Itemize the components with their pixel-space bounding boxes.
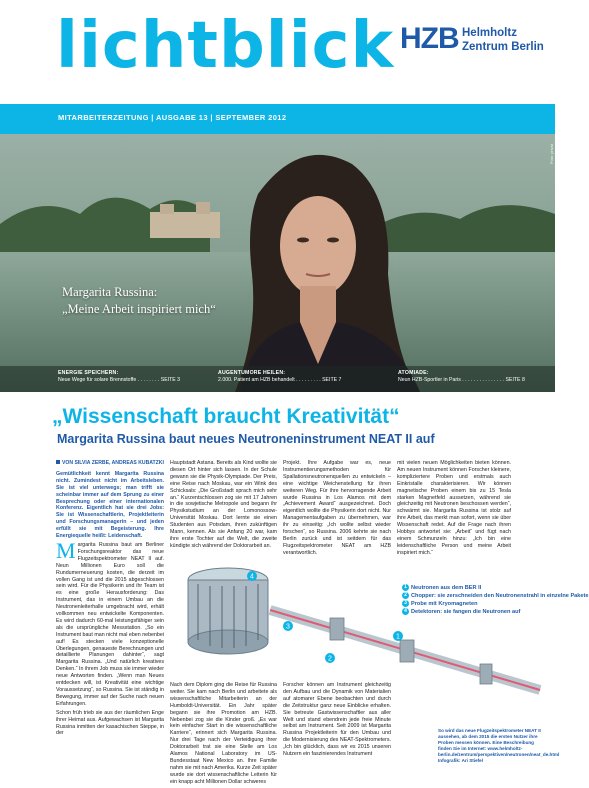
- svg-text:2: 2: [328, 655, 332, 663]
- legend-label: Chopper: sie zerschneiden den Neutronenstrahl in einzelne Pakete: [411, 593, 589, 599]
- byline: [56, 460, 164, 467]
- teaser-bar: [0, 366, 555, 392]
- legend-label: Neutronen aus dem BER II: [411, 585, 482, 591]
- byline-text: VON SILVIA ZERBE, ANDREAS KUBATZKI: [62, 460, 164, 466]
- article-lead: Gemütlichkeit kennt Margarita Russina nicht. Zumindest nicht im Arbeitsleben. Sie ist viel unterwegs; man trifft sie scheinbar immer auf dem Sprung zu einer Besprechung oder einer internationalen Konferenz. Eigentlich hat sie drei Jobs: Sie ist Wissenschaftlerin, Projektleiterin und Forschungsmanagerin – und jeden erfüllt sie mit Begeisterung. Ihre Energiequelle heißt: Leidenschaft.: [56, 470, 164, 540]
- hzb-logo-text: [462, 26, 552, 54]
- teaser-heading: AUGENTUMORE HEILEN:: [218, 370, 286, 376]
- teaser-text: Neun HZB-Sportler in Paris . . . . . . . . . . . . . . . SEITE 8: [398, 377, 525, 383]
- dropcap: M: [56, 537, 76, 563]
- legend-item: [402, 584, 522, 592]
- article-paragraph: Forscher können am Instrument gleichzeitig den Aufbau und die Dynamik von Materialien auf atomarer Ebene beobachten und durch die Zeitstruktur ganz neue Einblicke erhalten. Sie betreute Gastwissenschaftler aus aller Welt und stand ebendrein jede freie Minute selbst am Instrument. Seit 2009 ist Margarita Russina Projektleiterin für den Umbau und die Modernisierung des NEAT-Spektrometers. „Ich bin glücklich, dass wir es 2015 unseren Nutzern ein faszinierendes Instrument: [283, 682, 391, 758]
- footnote-text: So wird das neue Flugzeitspektrometer NEAT II aussehen, ab dem 2015 die ersten Nutzer ihre Proben messen können. Eine Beschreibung finden Sie im Internet: www.helmholtz-berlin.de/zentrum/perspektiven/neutronen/neat_de.html: [438, 728, 560, 757]
- legend-number: 2: [402, 592, 409, 599]
- photo-credit: Foto: privat: [549, 144, 554, 165]
- teaser-item[interactable]: [58, 370, 180, 384]
- teaser-text: 2.000. Patient am HZB behandelt . . . . . . . . . SEITE 7: [218, 377, 342, 383]
- hzb-logo[interactable]: HZB: [400, 22, 459, 55]
- legend-number: 1: [402, 584, 409, 591]
- article-paragraph: [56, 537, 164, 708]
- article-subheadline: Margarita Russina baut neues Neutroneninstrument NEAT II auf: [57, 432, 435, 446]
- article-paragraph: Hauptstadt Astana. Bereits als Kind wollte sie diesen Ort hinter sich lassen. In der Schule gewann sie die Physik-Olympiade. Der Preis, eine Reise nach Moskau, war ein Wink des Schicksals: „Die Großstadt sprach mich sehr an.“ Kurzentschlossen zog sie mit 17 Jahren in die sowjetische Metropole und begann ihr Physikstudium an der Lomonossow-Universität Moskau. Dort lernte sie einen Studenten aus Potsdam, ihren zukünftigen Mann, kennen. Als sie Anfang 20 war, kam ihre erste Tochter auf die Welt, die zweite kündigte sich während der Doktorarbeit an.: [170, 460, 277, 549]
- teaser-heading: ENERGIE SPEICHERN:: [58, 370, 119, 376]
- article-paragraph: Schon früh trieb sie aus der räumlichen Enge ihrer Heimat aus. Aufgewachsen ist Margarita Russina inmitten der kasachischen Steppe, in der: [56, 709, 164, 737]
- diagram-legend: [402, 584, 589, 616]
- legend-item: [402, 600, 522, 608]
- article-headline: „Wissenschaft braucht Kreativität“: [52, 405, 400, 428]
- article-column-2-bottom: [170, 682, 277, 788]
- svg-text:1: 1: [396, 633, 400, 641]
- article-column-2: [170, 460, 277, 552]
- legend-number: 4: [402, 608, 409, 615]
- article-paragraph: Nach dem Diplom ging die Reise für Russina weiter. Sie kam nach Berlin und arbeitete als wissenschaftliche Mitarbeiterin an der Humboldt-Universität. Ein Jahr später begann sie ihre Promotion am HZB. Nebenbei zog sie die Kinder groß. „Es war kein einfacher Start in die wissenschaftliche Karriere“, erinnert sich Margarita Russina. Nur drei Tage nach der Verteidigung ihrer Doktorarbeit trat sie eine Stelle am Los Alamos National Laboratory im US-Bundesstaat New Mexico an. Ihre Familie nahm sie mit nach Amerika. Kurze Zeit später wurde sie dort wissenschaftliche Leiterin für ein knapp acht Millionen Dollar schweres: [170, 682, 277, 785]
- teaser-item[interactable]: [398, 370, 525, 384]
- byline-marker-icon: [56, 460, 60, 464]
- article-paragraph-text: argarita Russina baut am Berliner Forschungsreaktor das neue Flugzeitspektrometer NEAT II auf. Neun Millionen Euro soll die Rundumerneuerung kosten, die derzeit im vollen Gang ist und die 2015 abgeschlossen sein wird. Für die Physikerin und ihr Team ist es eine große Herausforderung: Das Instrument, das in einem Umbau an die Neutronenleiterhalle umgebracht wird, erhält vollkommen neu entwickelte Komponenten. Es wird dadurch 60-mal leistungsfähiger sein als die ursprüngliche Messstation. „So ein Instrument baut man nicht mal eben nebenbei auf! Es stecken viele konzeptionelle Überlegungen, genaueste Berechnungen und detaillierte Planungen dahinter“, sagt Margarita Russina. „Und natürlich kreatives Denken.“ In ihrem Job muss sie immer wieder neue Antworten finden. „Wenn man Neues entdecken will, ist Kreativität eine wichtige Voraussetzung“, so Russina. Sie ist ständig in Bewegung, immer auf der Suche nach neuen Erfahrungen.: [56, 541, 164, 707]
- legend-label: Detektoren: sie fangen die Neutronen auf: [411, 609, 521, 615]
- issue-line: MITARBEITERZEITUNG | AUSGABE 13 | SEPTEMBER 2012: [58, 113, 287, 122]
- publication-title: lichtblick: [56, 9, 395, 83]
- teaser-text: Neue Wege für solare Brennstoffe . . . . . . . . SEITE 3: [58, 377, 181, 383]
- legend-number: 3: [402, 600, 409, 607]
- caption-quote: „Meine Arbeit inspiriert mich“: [62, 302, 216, 316]
- article-paragraph: mit vielen neuen Möglichkeiten bieten können. Am neuen Instrument können Forscher kleinere, kompliziertere Proben und erstmals auch Einkristalle charakterisieren. Wir können magnetische Proben einem bis zu 15 Tesla starken Magnetfeld aussetzen, während sie gleichzeitig mit Neutronen beschossen werden“, schwärmt sie. Margarita Russina ist stolz auf ihre Arbeit, das merkt man sofort, wenn sie über Wissenschaft redet. Auf die Frage nach ihren Hobbys antwortet sie: „Arbeit“ und fügt nach einem Schmunzeln hinzu: „Ich bin eine leidenschaftliche Person und meine Arbeit inspiriert mich.“: [397, 460, 511, 556]
- article-paragraph: Projekt. Ihre Aufgabe war es, neue Instrumentierungsmethoden für Spallationsneutronenquellen zu entwickeln – eine wichtige Weichenstellung für ihren weiteren Weg. Für ihre hervorragende Arbeit wurde Russina in Los Alamos mit dem „Achievement Award“ ausgezeichnet. Doch eigentlich wollte die Physikerin dort nicht. Nur Managementaufgaben zu übernehmen, war ihr zu einseitig: „Ich wollte selbst wieder forschen“, so Russina. 2006 kehrte sie nach Berlin zurück und ist seitdem für das Flugzeitspektrometer NEAT am HZB verantwortlich.: [283, 460, 391, 556]
- cover-caption: [62, 284, 216, 318]
- legend-item: [402, 608, 522, 616]
- teaser-item[interactable]: [218, 370, 341, 384]
- cover-photo: [0, 134, 555, 392]
- article-column-1: [56, 460, 164, 739]
- issue-bar: [0, 104, 555, 134]
- legend-label: Probe mit Kryomagneten: [411, 601, 478, 607]
- svg-text:3: 3: [286, 623, 290, 631]
- diagram-footnote: [438, 728, 560, 764]
- article-column-3-bottom: [283, 682, 391, 760]
- footnote-credit: Infografik: Ari Stiefel: [438, 758, 484, 763]
- legend-item: [402, 592, 589, 600]
- teaser-heading: ATOMIADE:: [398, 370, 429, 376]
- logo-line-1: Helmholtz: [462, 27, 517, 39]
- caption-name: Margarita Russina:: [62, 285, 158, 299]
- portrait-illustration: [0, 134, 555, 392]
- logo-line-2: Zentrum Berlin: [462, 41, 544, 53]
- svg-text:4: 4: [250, 573, 254, 581]
